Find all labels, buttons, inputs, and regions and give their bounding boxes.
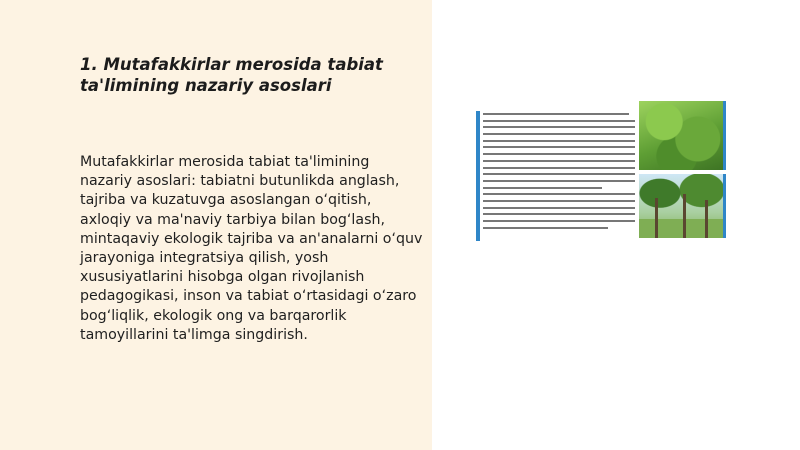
forest-photo	[639, 101, 726, 170]
slide-title: 1. Mutafakkirlar merosida tabiat ta'limining nazariy asoslari	[80, 55, 383, 95]
slide-body-text: Mutafakkirlar merosida tabiat ta'limining nazariy asoslari: tabiatni butunlikda anglash, tajriba va kuzatuvga asoslangan o‘qitish, axloqiy va ma'naviy tarbiya bilan bog‘lash, mintaqaviy ekologik tajriba va an'analarni o‘quv jarayoniga integratsiya qilish, yosh xususiyatlarini hisobga olgan rivojlanish pedagogikasi, inson va tabiat o‘rtasidagi o‘zaro bog‘liqlik, ekologik ong va barqarorlik tamoyillarini ta'limga singdirish.	[80, 154, 423, 343]
page-accent-stripe	[476, 111, 480, 241]
textbook-page-image	[476, 101, 726, 241]
textbook-text-block	[483, 113, 635, 231]
park-trees-photo	[639, 174, 726, 238]
